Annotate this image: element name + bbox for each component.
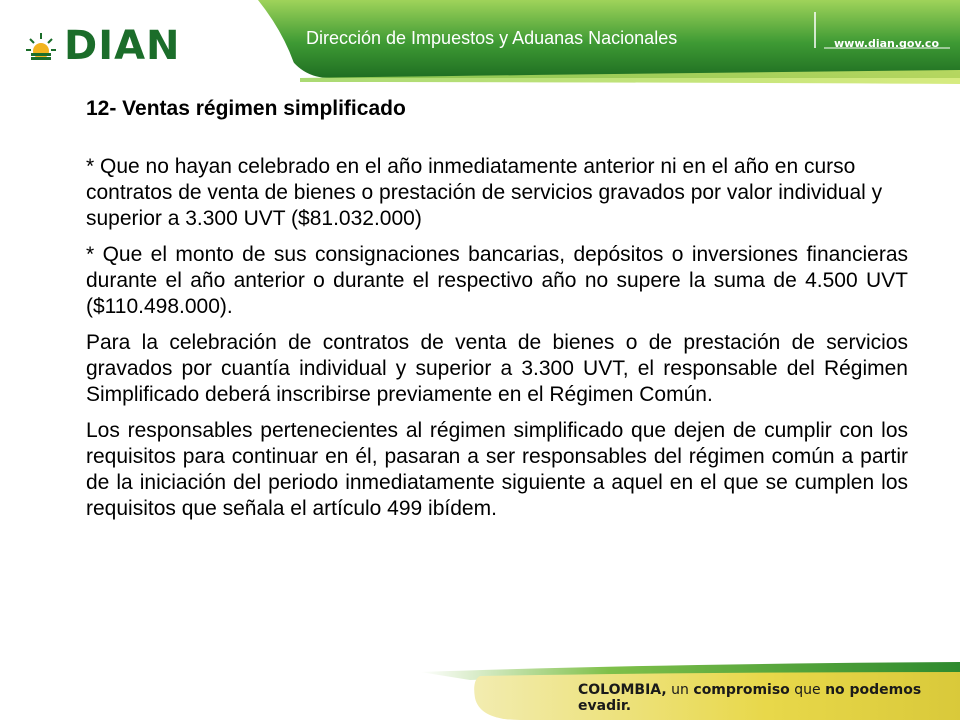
website-url: www.dian.gov.co bbox=[834, 37, 939, 50]
paragraph-requirement-2: * Que el monto de sus consignaciones bancarias, depósitos o inversiones financieras durante el año anterior o durante el respectivo año no supere la suma de 4.500 UVT ($110.498.000). bbox=[86, 243, 908, 318]
slide-body bbox=[86, 154, 908, 532]
footer-banner bbox=[0, 660, 960, 720]
slogan-cannot: no podemos bbox=[825, 682, 922, 698]
slogan-evade: evadir. bbox=[578, 698, 632, 714]
paragraph-requirement-1: * Que no hayan celebrado en el año inmediatamente anterior ni en el año en curso contratos de venta de bienes o prestación de servicios gravados por valor individual y superior a 3.300 UVT ($81.032.000) bbox=[86, 155, 883, 230]
slide-title: 12- Ventas régimen simplificado bbox=[86, 97, 406, 120]
header-banner bbox=[0, 0, 960, 84]
dian-logo bbox=[26, 20, 181, 72]
slogan-text-2: que bbox=[789, 682, 826, 698]
paragraph-transition: Los responsables pertenecientes al régimen simplificado que dejen de cumplir con los requisitos para continuar en él, pasaran a ser responsables del régimen común a partir de la iniciación del periodo inmediatamente siguiente a aquel en el que se cumplen los requisitos que señala el artículo 499 ibídem. bbox=[86, 419, 908, 520]
slogan-text-1: un bbox=[666, 682, 694, 698]
logo-wordmark: DIAN bbox=[64, 23, 181, 69]
sun-emblem-icon bbox=[26, 31, 56, 61]
slogan bbox=[578, 682, 960, 714]
slogan-commitment: compromiso bbox=[693, 682, 790, 698]
paragraph-contracts: Para la celebración de contratos de venta de bienes o de prestación de servicios gravados por cuantía individual y superior a 3.300 UVT, el responsable del Régimen Simplificado deberá inscribirse previamente en el Régimen Común. bbox=[86, 331, 908, 406]
slogan-country: COLOMBIA, bbox=[578, 682, 667, 698]
agency-name: Dirección de Impuestos y Aduanas Nacionales bbox=[306, 28, 678, 48]
